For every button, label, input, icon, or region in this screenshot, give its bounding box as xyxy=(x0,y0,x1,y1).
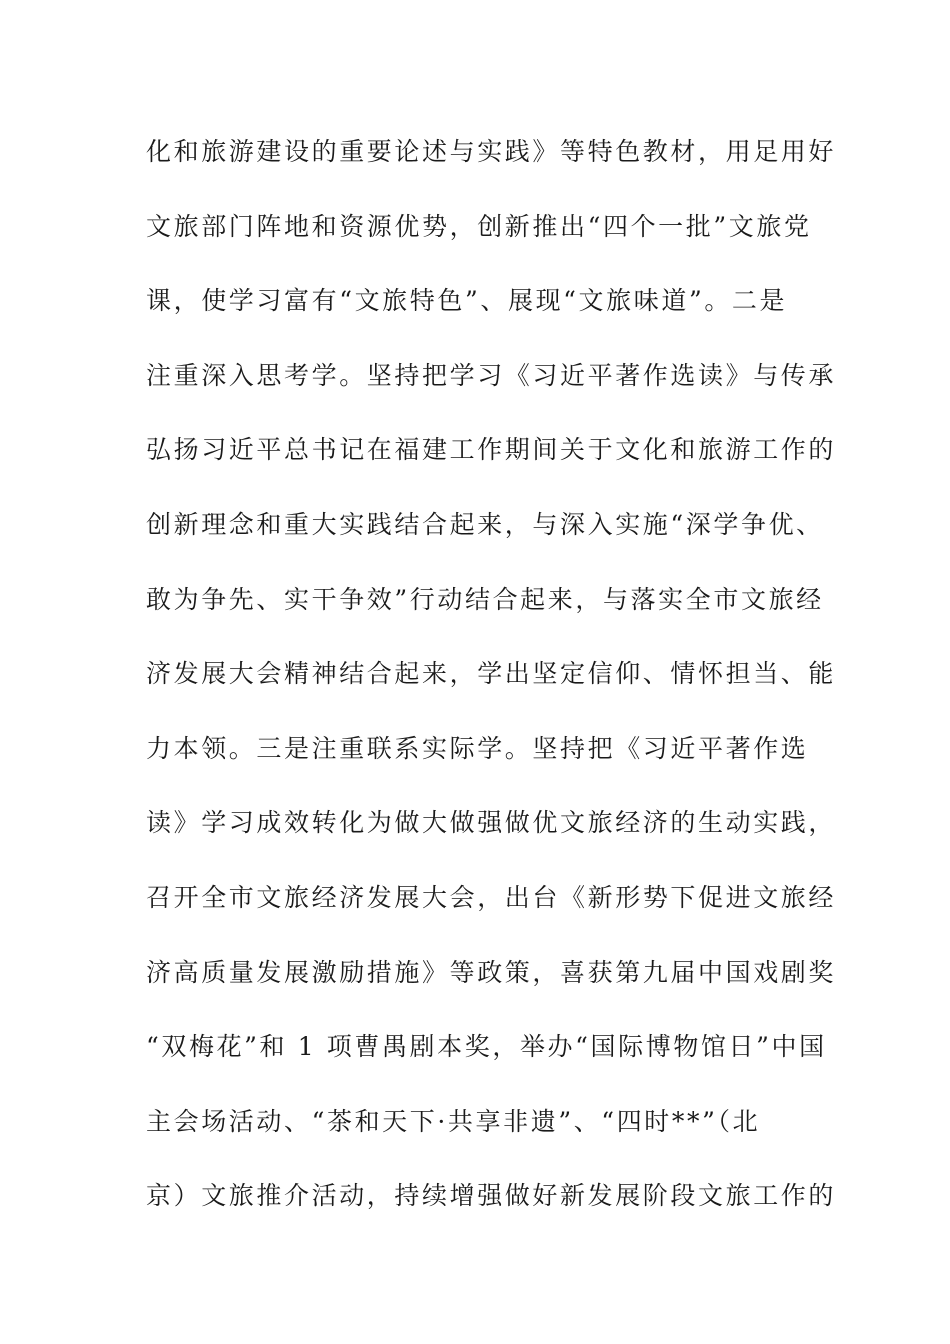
text-line: 注重深入思考学。坚持把学习《习近平著作选读》与传承 xyxy=(146,360,837,390)
text-line: 课，使学习富有“文旅特色”、展现“文旅味道”。二是 xyxy=(146,286,788,316)
text-line: 文旅部门阵地和资源优势，创新推出“四个一批”文旅党 xyxy=(146,211,812,241)
text-line: 济发展大会精神结合起来，学出坚定信仰、情怀担当、能 xyxy=(146,659,837,689)
text-line: 化和旅游建设的重要论述与实践》等特色教材，用足用好 xyxy=(146,137,837,166)
text-line: 创新理念和重大实践结合起来，与深入实施“深学争优、 xyxy=(146,509,824,539)
text-line: 读》学习成效转化为做大做强做优文旅经济的生动实践， xyxy=(146,808,837,838)
text-line: 弘扬习近平总书记在福建工作期间关于文化和旅游工作的 xyxy=(146,435,837,465)
text-line: 召开全市文旅经济发展大会，出台《新形势下促进文旅经 xyxy=(146,882,837,912)
text-line: 济高质量发展激励措施》等政策，喜获第九届中国戏剧奖 xyxy=(146,957,837,987)
body-text xyxy=(146,132,837,1251)
text-line: “双梅花”和 1 项曹禺剧本奖，举办“国际博物馆日”中国 xyxy=(146,1032,827,1062)
text-line: 敢为争先、实干争效”行动结合起来，与落实全市文旅经 xyxy=(146,584,824,614)
text-line: 京）文旅推介活动，持续增强做好新发展阶段文旅工作的 xyxy=(146,1181,837,1211)
text-line: 力本领。三是注重联系实际学。坚持把《习近平著作选 xyxy=(146,733,809,763)
text-line: 主会场活动、“茶和天下·共享非遗”、“四时**”（北 xyxy=(146,1106,761,1136)
